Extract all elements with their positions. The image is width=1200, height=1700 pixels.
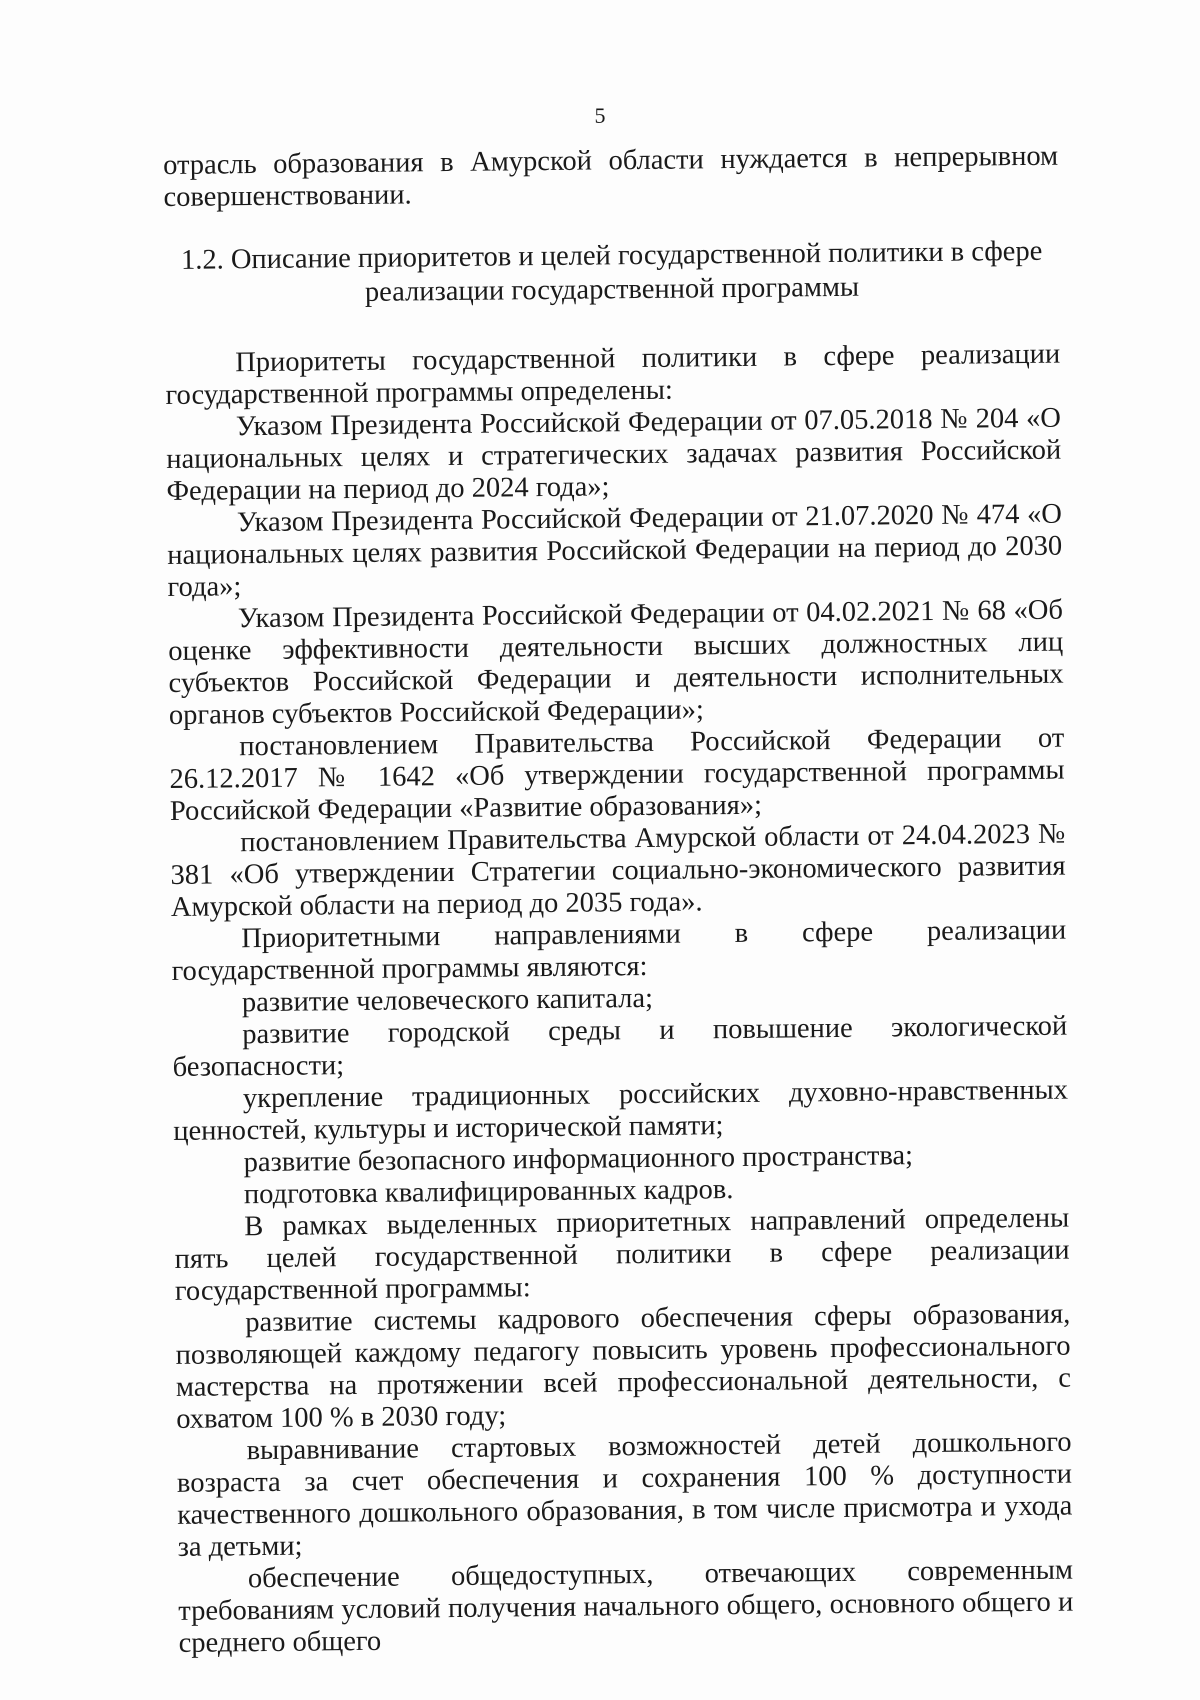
- paragraph: постановлением Правительства Амурской области от 24.04.2023 № 381 «Об утверждении Стратегии социально-экономического развития Амурской области на период до 2035 года».: [170, 818, 1066, 923]
- list-item: подготовка квалифицированных кадров.: [243, 1174, 734, 1211]
- list-item: развитие городской среды и повышение экологической безопасности;: [172, 1010, 1068, 1083]
- section-heading: [164, 235, 1060, 312]
- paragraph: обеспечение общедоступных, отвечающих современным требованиям условий получения начального общего, основного общего и среднего общего: [178, 1554, 1074, 1659]
- paragraph: Указом Президента Российской Федерации от 07.05.2018 № 204 «О национальных целях и стратегических задачах развития Российской Федерации на период до 2024 года»;: [166, 402, 1062, 507]
- section-heading-line-1: 1.2. Описание приоритетов и целей государственной политики в сфере: [180, 235, 1043, 276]
- page-number: 5: [594, 103, 606, 128]
- section-heading-line-2: реализации государственной программы: [364, 271, 860, 308]
- paragraph: В рамках выделенных приоритетных направлений определены пять целей государственной политики в сфере реализации государственной программы:: [174, 1202, 1070, 1307]
- paragraph: Приоритетными направлениями в сфере реализации государственной программы являются:: [171, 914, 1067, 987]
- paragraph: развитие системы кадрового обеспечения сферы образования, позволяющей каждому педагогу повысить уровень профессионального мастерства на протяжении всей профессиональной деятельности, с охватом 100 % в 2030 году;: [175, 1298, 1072, 1435]
- document-body: [163, 141, 1074, 1660]
- list-item: развитие человеческого капитала;: [241, 982, 654, 1019]
- paragraph: выравнивание стартовых возможностей детей дошкольного возраста за счет обеспечения и сохранения 100 % доступности качественного дошкольного образования, в том числе присмотра и ухода за детьми;: [176, 1426, 1073, 1563]
- paragraph: Указом Президента Российской Федерации от 21.07.2020 № 474 «О национальных целях развития Российской Федерации на период до 2030 года»;: [167, 498, 1063, 603]
- lead-paragraph: отрасль образования в Амурской области нуждается в непрерывном совершенствовании.: [163, 140, 1059, 213]
- paragraph: постановлением Правительства Российской Федерации от 26.12.2017 № 1642 «Об утверждении государственной программы Российской Федерации «Развитие образования»;: [169, 722, 1065, 827]
- paragraph: Приоритеты государственной политики в сфере реализации государственной программы определены:: [165, 338, 1061, 411]
- paragraph: Указом Президента Российской Федерации от 04.02.2021 № 68 «Об оценке эффективности деятельности высших должностных лиц субъектов Российской Федерации и деятельности исполнительных органов субъектов Российской Федерации»;: [168, 594, 1064, 731]
- list-item: укрепление традиционных российских духовно-нравственных ценностей, культуры и исторической памяти;: [173, 1074, 1069, 1147]
- list-item: развитие безопасного информационного пространства;: [243, 1140, 914, 1179]
